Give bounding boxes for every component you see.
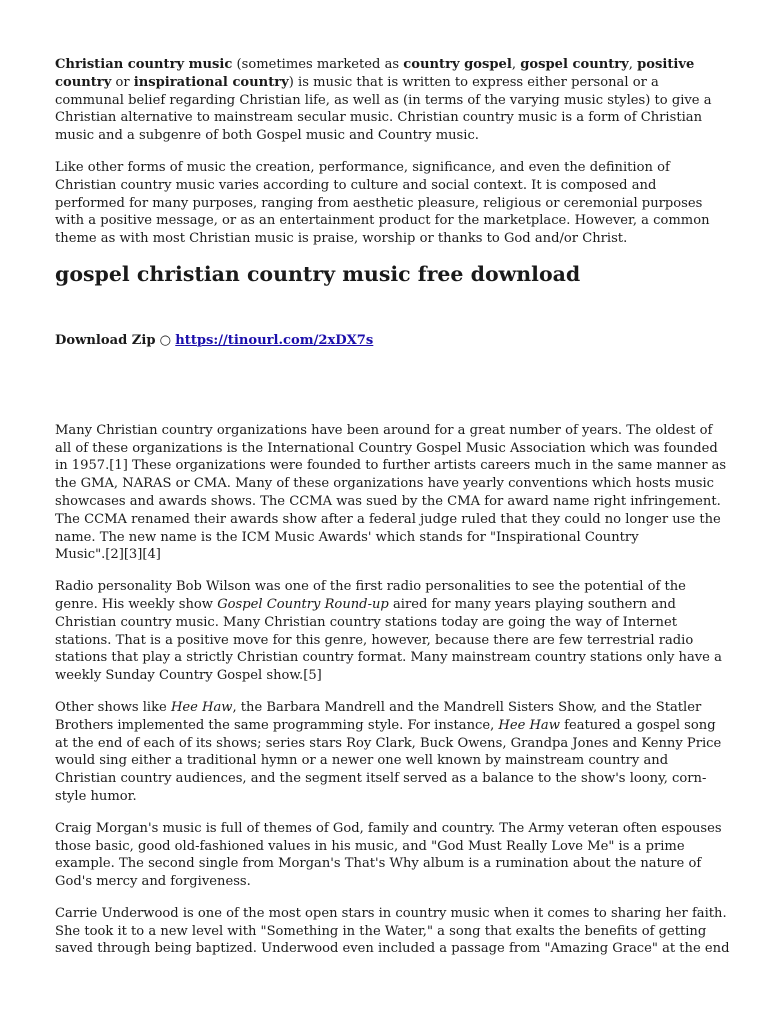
spacer [55, 350, 720, 422]
page-title: gospel christian country music free download [55, 261, 581, 286]
circle-icon: ○ [159, 332, 172, 348]
download-line [55, 332, 720, 350]
body-paragraph-radio: Radio personality Bob Wilson was one of the first radio personalities to see the potential of the genre. His weekly show Gospel Country Round-up aired for many years playing southern and Christian country music. Many Christian country stations today are going the way of Internet stations. That is a positive move for this genre, however, because there are few terrestrial radio stations that play a strictly Christian country format. Many mainstream country stations only have a weekly Sunday Country Gospel show.[5] [55, 579, 722, 684]
body-paragraph-carrie-underwood: Carrie Underwood is one of the most open stars in country music when it comes to sharing her faith. She took it to a new level with "Something in the Water," a song that exalts the benefits of getting saved through being baptized. Underwood even included a passage from "Amazing Grace" at the end [55, 905, 730, 957]
body-paragraph-organizations: Many Christian country organizations have been around for a great number of years. The oldest of all of these organizations is the International Country Gospel Music Association which was founded in 1957.[1] These organizations were founded to further artists careers much in the same manner as the GMA, NARAS or CMA. Many of these organizations have yearly conventions which hosts music showcases and awards shows. The CCMA was sued by the CMA for award name right infringement. The CCMA renamed their awards show after a federal judge ruled that they could no longer use the name. The new name is the ICM Music Awards' which stands for "Inspirational Country Music".[2][3][4] [55, 422, 727, 563]
intro-paragraph-1: Christian country music (sometimes marketed as country gospel, gospel country, positive country or inspirational country) is music that is written to express either personal or a communal belief regarding Christian life, as well as (in terms of the varying music styles) to give a Christian alternative to mainstream secular music. Christian country music is a form of Christian music and a subgenre of both Gospel music and Country music. [55, 57, 712, 144]
download-link[interactable]: https://tinourl.com/2xDX7s [175, 332, 374, 348]
body-paragraph-craig-morgan: Craig Morgan's music is full of themes of God, family and country. The Army veteran often espouses those basic, good old-fashioned values in his music, and "God Must Really Love Me" is a prime example. The second single from Morgan's That's Why album is a rumination about the nature of God's mercy and forgiveness. [55, 820, 722, 890]
download-label: Download Zip [55, 332, 156, 348]
intro-paragraph-2: Like other forms of music the creation, performance, significance, and even the definition of Christian country music varies according to culture and social context. It is composed and performed for many purposes, ranging from aesthetic pleasure, religious or ceremonial purposes with a positive message, or as an entertainment product for the marketplace. However, a common theme as with most Christian music is praise, worship or thanks to God and/or Christ. [55, 159, 710, 247]
body-paragraph-shows: Other shows like Hee Haw, the Barbara Mandrell and the Mandrell Sisters Show, and the Statler Brothers implemented the same programming style. For instance, Hee Haw featured a gospel song at the end of each of its shows; series stars Roy Clark, Buck Owens, Grandpa Jones and Kenny Price would sing either a traditional hymn or a newer one well known by mainstream country and Christian country audiences, and the segment itself served as a balance to the show's loony, corn- style humor. [55, 699, 722, 804]
term-christian-country-music: Christian country music [55, 57, 233, 72]
document-page [55, 56, 730, 972]
